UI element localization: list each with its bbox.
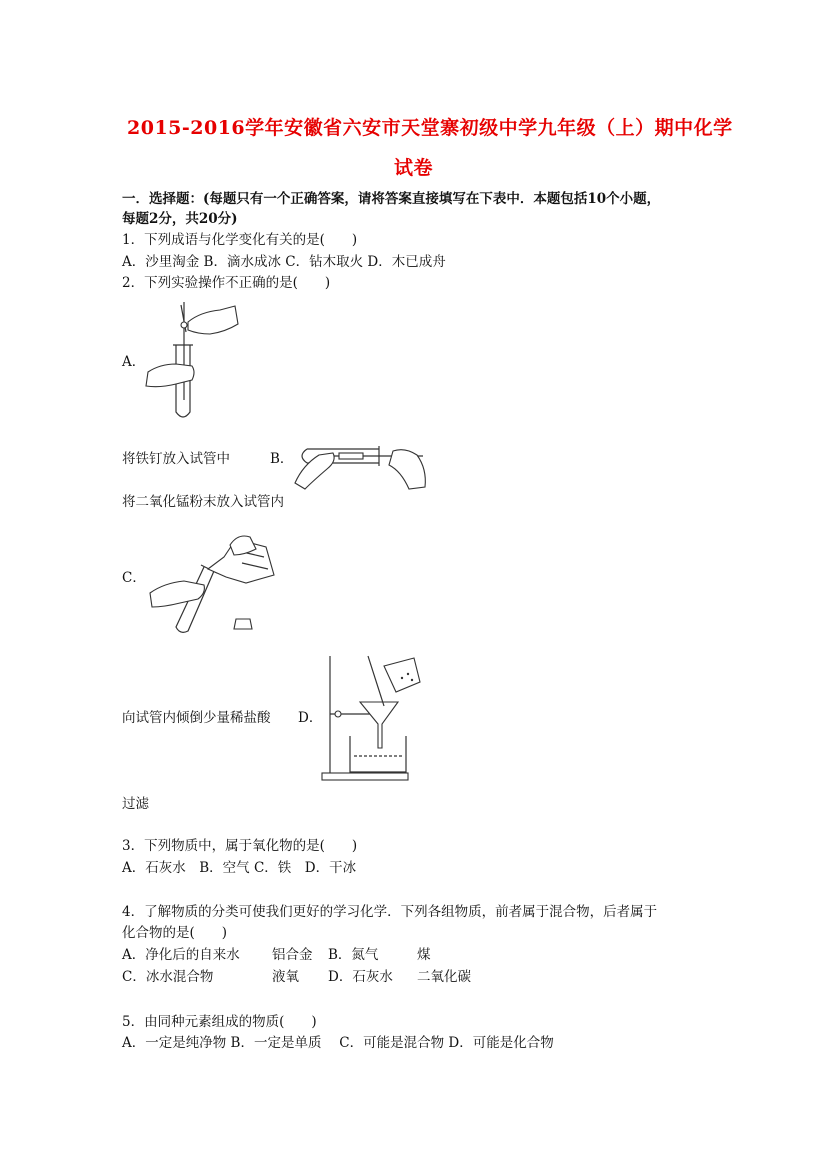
question-4-option-d: D．石灰水 — [328, 969, 393, 985]
option-c-caption: 向试管内倾倒少量稀盐酸 — [122, 710, 271, 726]
filtration-apparatus-illustration — [318, 652, 423, 784]
option-d-caption: 过滤 — [122, 796, 149, 812]
question-1-stem: 1．下列成语与化学变化有关的是( ) — [122, 232, 358, 248]
question-4-option-b: B．氮气 — [328, 947, 379, 963]
question-4-option-c: C．冰水混合物 — [122, 969, 214, 985]
section-heading: 一．选择题：(每题只有一个正确答案，请将答案直接填写在下表中．本题包括10个小题， — [122, 191, 661, 207]
option-b-caption: 将二氧化锰粉末放入试管内 — [122, 494, 284, 510]
pour-hydrochloric-acid-illustration — [146, 527, 281, 637]
question-4-option-c-value: 液氧 — [272, 969, 299, 985]
question-3-options: A．石灰水 B．空气 C．铁 D．干冰 — [122, 860, 357, 876]
section-heading-continued: 每题2分，共20分) — [122, 211, 238, 227]
option-a-caption: 将铁钉放入试管中 — [122, 451, 230, 467]
manganese-dioxide-test-tube-illustration — [293, 425, 433, 490]
option-c-label: C． — [122, 570, 146, 586]
question-4-option-d-value: 二氧化碳 — [417, 969, 471, 985]
question-1-options: A．沙里淘金 B．滴水成冰 C．钻木取火 D．木已成舟 — [122, 254, 446, 270]
question-4-option-b-value: 煤 — [417, 947, 431, 963]
question-5-stem: 5．由同种元素组成的物质( ) — [122, 1014, 317, 1030]
question-4-option-a: A．净化后的自来水 — [122, 947, 240, 963]
option-d-label: D． — [298, 710, 323, 726]
question-2-stem: 2．下列实验操作不正确的是( ) — [122, 275, 331, 291]
question-4-option-a-value: 铝合金 — [272, 947, 313, 963]
iron-nail-test-tube-illustration — [140, 300, 240, 425]
option-b-label: B． — [270, 451, 294, 467]
page-title: 2015-2016学年安徽省六安市天堂寨初级中学九年级（上）期中化学 — [127, 117, 733, 139]
option-a-label: A． — [122, 354, 146, 370]
question-4-stem: 4．了解物质的分类可使我们更好的学习化学．下列各组物质，前者属于混合物，后者属于 — [122, 904, 658, 920]
question-3-stem: 3．下列物质中，属于氧化物的是( ) — [122, 838, 358, 854]
page-title-continued: 试卷 — [394, 157, 434, 179]
question-4-stem-continued: 化合物的是( ) — [122, 925, 228, 941]
question-5-options: A．一定是纯净物 B．一定是单质 C．可能是混合物 D．可能是化合物 — [122, 1035, 554, 1051]
